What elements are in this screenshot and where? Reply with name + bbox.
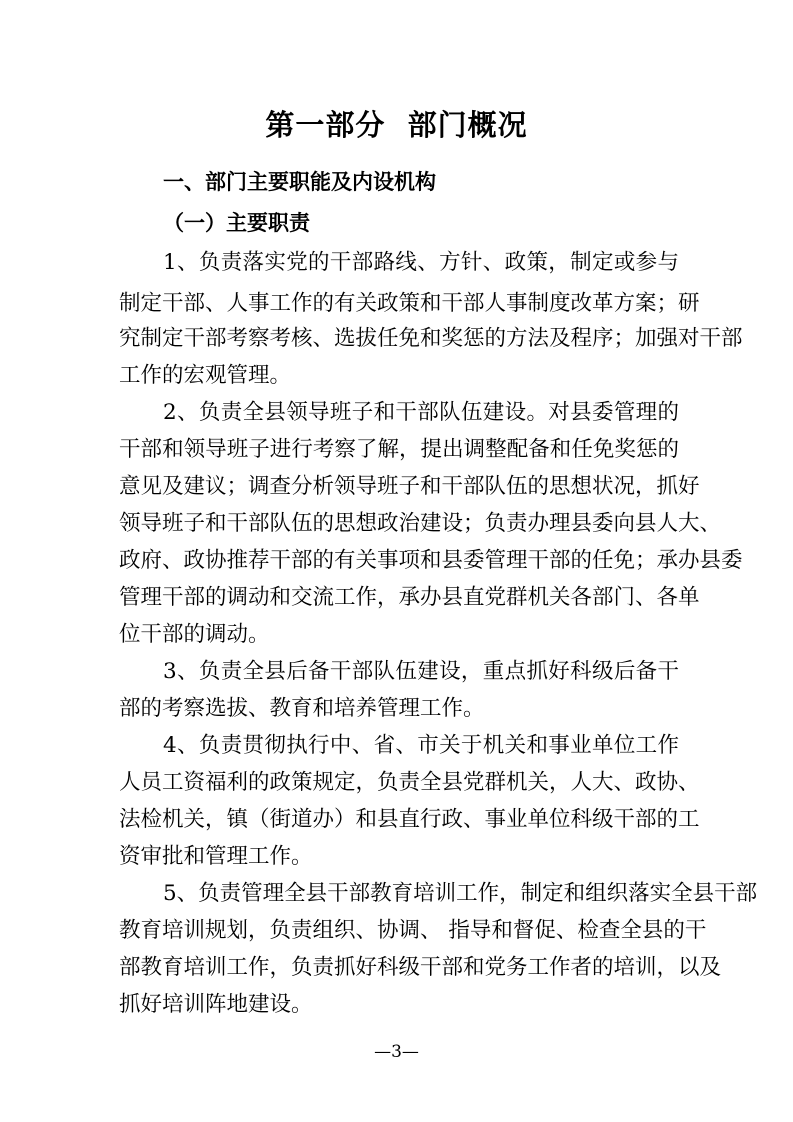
subsection-heading: （一）主要职责 — [163, 210, 310, 235]
paragraph-2-line-1: 2、负责全县领导班子和干部队伍建设。对县委管理的 — [163, 400, 679, 425]
paragraph-1-line-3: 究制定干部考察考核、选拔任免和奖惩的方法及程序；加强对干部 — [119, 326, 743, 351]
paragraph-2-line-6: 管理干部的调动和交流工作，承办县直党群机关各部门、各单 — [119, 585, 700, 610]
paragraph-4-line-1: 4、负责贯彻执行中、省、市关于机关和事业单位工作 — [163, 733, 679, 758]
paragraph-1-line-4: 工作的宏观管理。 — [119, 363, 292, 388]
paragraph-3-line-2: 部的考察选拔、教育和培养管理工作。 — [119, 696, 485, 721]
paragraph-5-line-2: 教育培训规划，负责组织、协调、 指导和督促、检查全县的干 — [119, 918, 707, 943]
paragraph-2-line-3: 意见及建议；调查分析领导班子和干部队伍的思想状况，抓好 — [119, 474, 700, 499]
paragraph-3-line-1: 3、负责全县后备干部队伍建设，重点抓好科级后备干 — [163, 659, 679, 684]
section-heading: 一、部门主要职能及内设机构 — [163, 170, 436, 194]
paragraph-5-line-3: 部教育培训工作，负责抓好科级干部和党务工作者的培训，以及 — [119, 955, 722, 980]
paragraph-4-line-3: 法检机关，镇（街道办）和县直行政、事业单位科级干部的工 — [119, 807, 700, 832]
paragraph-4-line-2: 人员工资福利的政策规定，负责全县党群机关，人大、政协、 — [119, 770, 700, 795]
paragraph-1-line-1: 1、负责落实党的干部路线、方针、政策，制定或参与 — [163, 250, 679, 275]
page-number: —3— — [374, 1042, 419, 1062]
page-title: 第一部分 部门概况 — [265, 108, 528, 142]
paragraph-2-line-2: 干部和领导班子进行考察了解，提出调整配备和任免奖惩的 — [119, 437, 679, 462]
paragraph-5-line-4: 抓好培训阵地建设。 — [119, 992, 313, 1017]
paragraph-2-line-4: 领导班子和干部队伍的思想政治建设；负责办理县委向县人大、 — [119, 511, 722, 536]
paragraph-4-line-4: 资审批和管理工作。 — [119, 844, 313, 869]
paragraph-2-line-7: 位干部的调动。 — [119, 622, 270, 647]
paragraph-1-line-2: 制定干部、人事工作的有关政策和干部人事制度改革方案；研 — [119, 291, 700, 316]
paragraph-5-line-1: 5、负责管理全县干部教育培训工作，制定和组织落实全县干部 — [163, 881, 758, 906]
paragraph-2-line-5: 政府、政协推荐干部的有关事项和县委管理干部的任免；承办县委 — [119, 548, 743, 573]
